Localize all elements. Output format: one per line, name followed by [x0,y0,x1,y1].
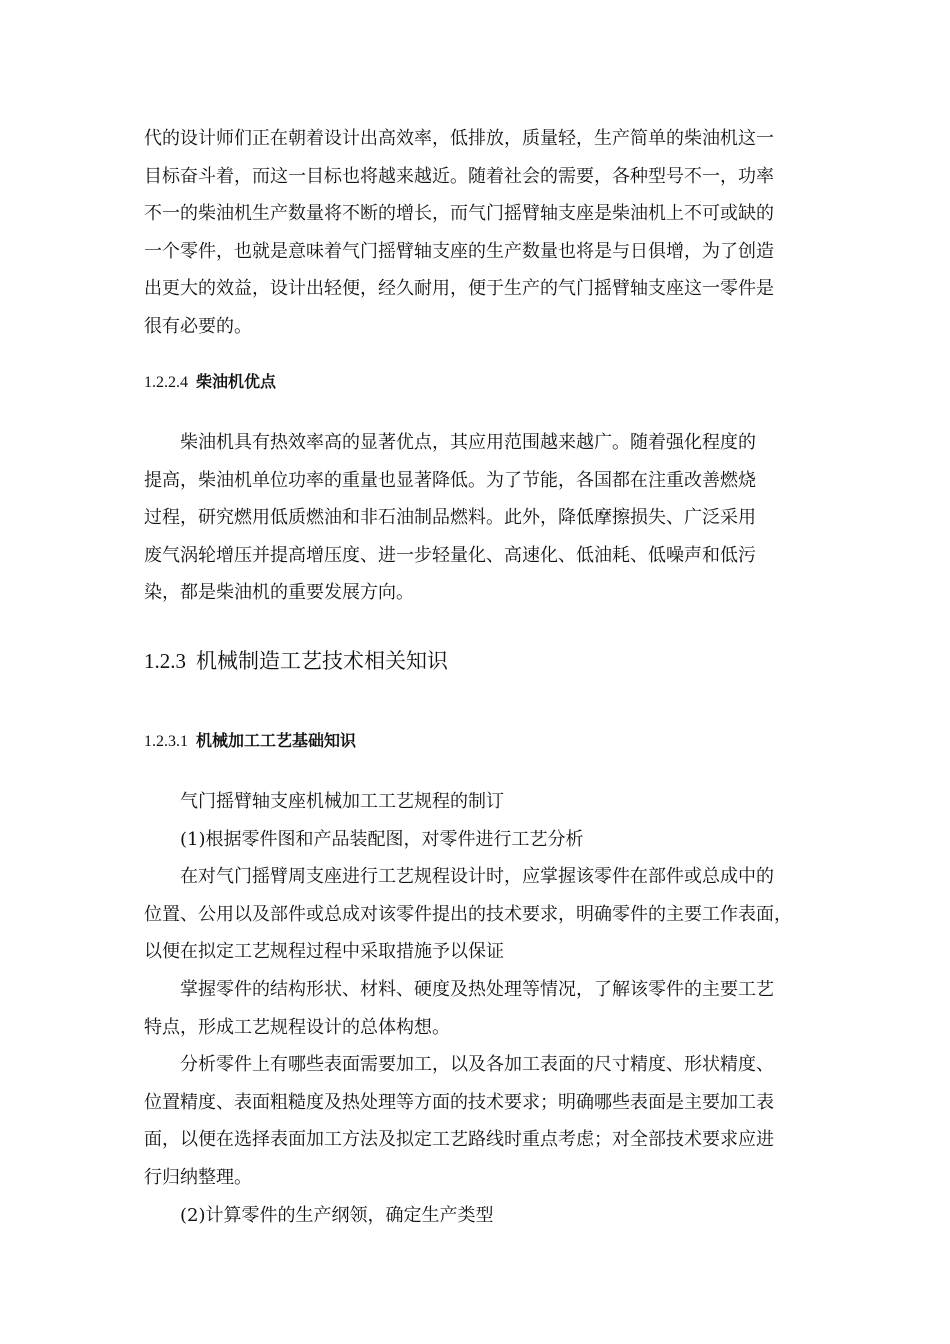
text-line: 在对气门摇臂周支座进行工艺规程设计时，应掌握该零件在部件或总成中的 [180,866,774,888]
section-heading-1231 [144,731,824,752]
text-line: 很有必要的。 [144,315,252,337]
section-heading-123 [144,647,824,675]
section-heading-1224 [144,372,824,393]
text-line: (1)根据零件图和产品装配图，对零件进行工艺分析 [180,828,584,850]
text-line: 行归纳整理。 [144,1166,252,1188]
text-line: 目标奋斗着，而这一目标也将越来越近。随着社会的需要，各种型号不一，功率 [144,165,774,187]
section-number: 1.2.2.4 [144,374,188,391]
text-line: 特点，形成工艺规程设计的总体构想。 [144,1016,450,1038]
section-number: 1.2.3 [144,649,186,673]
process-planning-paragraph [144,783,824,1234]
text-line: 过程，研究燃用低质燃油和非石油制品燃料。此外，降低摩擦损失、广泛采用 [144,507,756,529]
text-line: 不一的柴油机生产数量将不断的增长，而气门摇臂轴支座是柴油机上不可或缺的 [144,203,774,225]
section-number: 1.2.3.1 [144,733,188,750]
text-line: 掌握零件的结构形状、材料、硬度及热处理等情况，了解该零件的主要工艺 [180,978,774,1000]
diesel-advantages-paragraph [144,424,824,612]
text-line: (2)计算零件的生产纲领，确定生产类型 [180,1204,494,1226]
text-line: 提高，柴油机单位功率的重量也显著降低。为了节能，各国都在注重改善燃烧 [144,469,756,491]
text-line: 以便在拟定工艺规程过程中采取措施予以保证 [144,941,504,963]
text-line: 柴油机具有热效率高的显著优点，其应用范围越来越广。随着强化程度的 [180,432,756,453]
text-line: 分析零件上有哪些表面需要加工，以及各加工表面的尺寸精度、形状精度、 [180,1054,774,1076]
section-title: 机械制造工艺技术相关知识 [196,649,448,673]
text-line: 面，以便在选择表面加工方法及拟定工艺路线时重点考虑；对全部技术要求应进 [144,1129,774,1151]
text-line: 位置精度、表面粗糙度及热处理等方面的技术要求；明确哪些表面是主要加工表 [144,1091,774,1113]
section-title: 机械加工工艺基础知识 [196,731,357,750]
text-line: 代的设计师们正在朝着设计出高效率，低排放，质量轻，生产简单的柴油机这一 [144,128,774,149]
text-line: 气门摇臂轴支座机械加工工艺规程的制订 [180,791,504,812]
text-line: 出更大的效益，设计出轻便，经久耐用，便于生产的气门摇臂轴支座这一零件是 [144,278,774,300]
text-line: 一个零件，也就是意味着气门摇臂轴支座的生产数量也将是与日俱增，为了创造 [144,240,774,262]
text-line: 染，都是柴油机的重要发展方向。 [144,582,414,604]
section-title: 柴油机优点 [196,372,277,391]
text-line: 位置、公用以及部件或总成对该零件提出的技术要求，明确零件的主要工作表面， [144,903,792,925]
intro-paragraph [144,120,824,346]
text-line: 废气涡轮增压并提高增压度、进一步轻量化、高速化、低油耗、低噪声和低污 [144,544,756,566]
